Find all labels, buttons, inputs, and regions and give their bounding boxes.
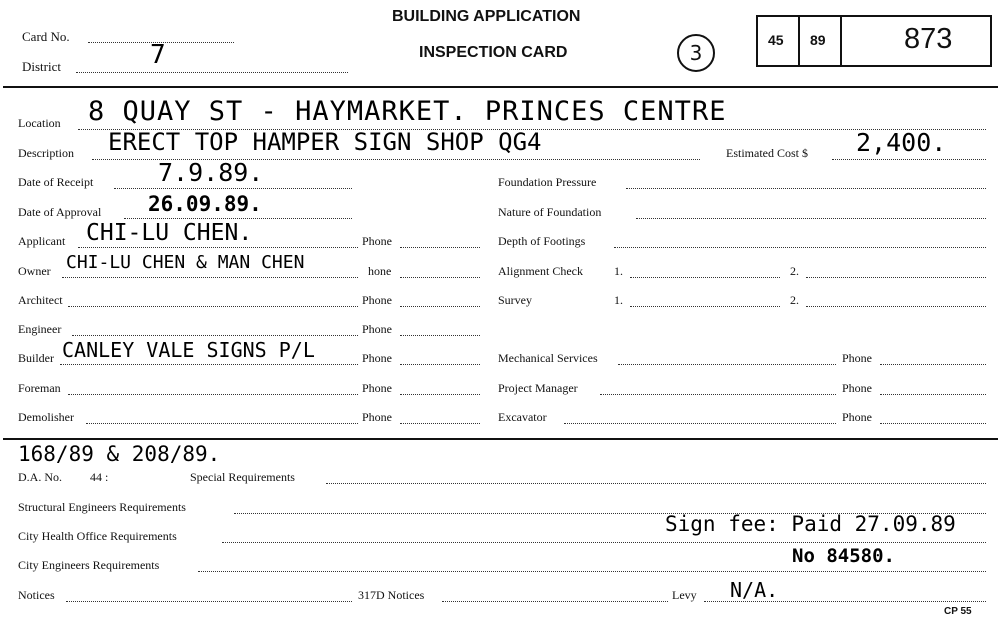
architect-label: Architect [18,293,63,307]
form-title-line1: BUILDING APPLICATION [392,8,581,25]
engineer-field[interactable] [72,335,358,336]
health-office-label: City Health Office Requirements [18,529,177,543]
demolisher-field[interactable] [86,423,358,424]
excavator-phone-field[interactable] [880,423,986,424]
excavator-phone-label: Phone [842,410,872,424]
estimated-cost-field[interactable] [832,159,986,160]
applicant-value: CHI-LU CHEN. [86,220,253,246]
architect-field[interactable] [68,306,358,307]
circled-number: 3 [677,34,715,72]
foundation-pressure-label: Foundation Pressure [498,175,597,189]
notices-317d-field[interactable] [442,601,668,602]
levy-label: Levy [672,588,697,602]
date-approval-label: Date of Approval [18,205,102,219]
divider-middle [3,438,998,440]
owner-phone-label: hone [368,264,392,278]
nature-foundation-field[interactable] [636,218,986,219]
depth-footings-field[interactable] [614,247,986,248]
survey-1-field[interactable] [630,306,780,307]
da-handwritten-numbers: 168/89 & 208/89. [18,442,221,466]
form-title-line2: INSPECTION CARD [419,44,568,61]
applicant-field[interactable] [78,247,358,248]
da-no-label: D.A. No. [18,470,62,484]
depth-footings-label: Depth of Footings [498,234,586,248]
alignment-check-label: Alignment Check [498,264,583,278]
demolisher-phone-label: Phone [362,410,392,424]
district-field[interactable] [76,72,348,73]
mechanical-label: Mechanical Services [498,351,598,365]
excavator-label: Excavator [498,410,547,424]
description-value: ERECT TOP HAMPER SIGN SHOP QG4 [108,128,542,156]
box-number-1: 45 [768,32,784,48]
district-label: District [22,59,61,74]
location-value: 8 QUAY ST - HAYMARKET. PRINCES CENTRE [88,96,727,127]
project-manager-phone-field[interactable] [880,394,986,395]
health-office-field[interactable] [222,542,986,543]
special-requirements-field[interactable] [326,483,986,484]
foreman-label: Foreman [18,381,61,395]
applicant-phone-label: Phone [362,234,392,248]
architect-phone-label: Phone [362,293,392,307]
mechanical-field[interactable] [618,364,836,365]
application-number-box [756,15,992,67]
excavator-field[interactable] [564,423,836,424]
notices-317d-label: 317D Notices [358,588,425,602]
demolisher-phone-field[interactable] [400,423,480,424]
foundation-pressure-field[interactable] [626,188,986,189]
owner-value: CHI-LU CHEN & MAN CHEN [66,252,305,273]
applicant-phone-field[interactable] [400,247,480,248]
date-receipt-value: 7.9.89. [158,158,264,187]
box-number-2: 89 [810,32,826,48]
project-manager-field[interactable] [600,394,836,395]
mechanical-phone-field[interactable] [880,364,986,365]
mechanical-phone-label: Phone [842,351,872,365]
project-manager-phone-label: Phone [842,381,872,395]
special-requirements-label: Special Requirements [190,470,295,484]
owner-phone-field[interactable] [400,277,480,278]
notices-field[interactable] [66,601,352,602]
sign-fee-note: Sign fee: Paid 27.09.89 [665,512,956,536]
box-number-3: 873 [904,23,953,55]
date-receipt-field[interactable] [114,188,352,189]
demolisher-label: Demolisher [18,410,74,424]
city-engineers-label: City Engineers Requirements [18,558,160,572]
description-label: Description [18,146,74,160]
project-manager-label: Project Manager [498,381,578,395]
foreman-field[interactable] [68,394,358,395]
estimated-cost-label: Estimated Cost $ [726,146,808,160]
date-receipt-label: Date of Receipt [18,175,94,189]
notices-label: Notices [18,588,55,602]
alignment-2-field[interactable] [806,277,986,278]
alignment-2-label: 2. [790,264,799,278]
foreman-phone-label: Phone [362,381,392,395]
survey-label: Survey [498,293,532,307]
owner-label: Owner [18,264,51,278]
architect-phone-field[interactable] [400,306,480,307]
engineer-phone-label: Phone [362,322,392,336]
builder-field[interactable] [60,364,358,365]
survey-1-label: 1. [614,293,623,307]
survey-2-label: 2. [790,293,799,307]
alignment-1-field[interactable] [630,277,780,278]
levy-value: N/A. [730,578,779,602]
date-approval-value: 26.09.89. [148,192,262,216]
form-code: CP 55 [944,606,972,617]
district-value: 7 [150,40,166,70]
builder-value: CANLEY VALE SIGNS P/L [62,338,315,362]
builder-phone-field[interactable] [400,364,480,365]
engineer-label: Engineer [18,322,62,336]
foreman-phone-field[interactable] [400,394,480,395]
applicant-label: Applicant [18,234,66,248]
builder-phone-label: Phone [362,351,392,365]
date-approval-field[interactable] [124,218,352,219]
survey-2-field[interactable] [806,306,986,307]
receipt-number-note: No 84580. [792,545,895,567]
card-no-label: Card No. [22,29,70,44]
engineer-phone-field[interactable] [400,335,480,336]
location-label: Location [18,116,61,130]
alignment-1-label: 1. [614,264,623,278]
builder-label: Builder [18,351,54,365]
owner-field[interactable] [62,277,358,278]
divider-top [3,86,998,88]
estimated-cost-value: 2,400. [856,128,947,157]
nature-foundation-label: Nature of Foundation [498,205,602,219]
structural-label: Structural Engineers Requirements [18,500,186,514]
city-engineers-field[interactable] [198,571,986,572]
da-no-value: 44 : [90,470,109,484]
